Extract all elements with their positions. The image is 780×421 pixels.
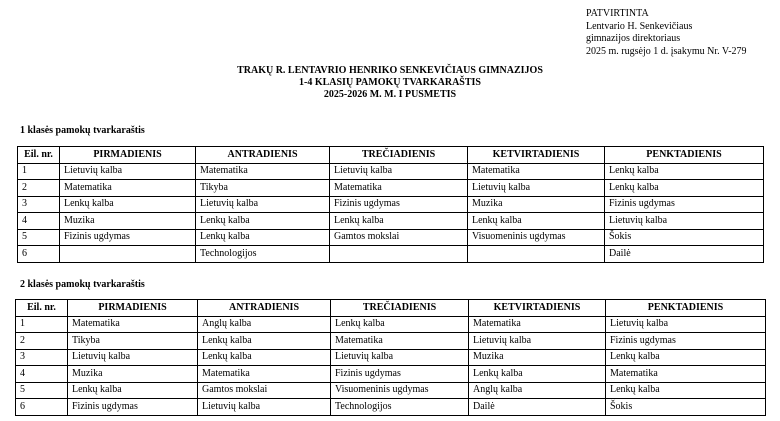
cell-monday: Fizinis ugdymas (60, 229, 196, 246)
column-header-monday: PIRMADIENIS (68, 300, 198, 317)
cell-monday: Muzika (60, 213, 196, 230)
column-header-tuesday: ANTRADIENIS (196, 147, 330, 164)
cell-thursday: Anglų kalba (469, 382, 606, 399)
cell-tuesday: Tikyba (196, 180, 330, 197)
cell-row-number: 2 (18, 180, 60, 197)
approval-line: Lentvario H. Senkevičiaus (586, 20, 693, 32)
section-title-class-1: 1 klasės pamokų tvarkaraštis (20, 125, 145, 136)
cell-friday: Dailė (605, 246, 764, 263)
approval-line: gimnazijos direktoriaus (586, 33, 681, 44)
cell-tuesday: Lenkų kalba (198, 349, 331, 366)
cell-friday: Lenkų kalba (606, 382, 766, 399)
cell-thursday: Matematika (468, 163, 605, 180)
table-row (16, 366, 766, 383)
column-header-row-number: Eil. nr. (18, 147, 60, 164)
cell-wednesday: Technologijos (331, 399, 469, 416)
cell-thursday (468, 246, 605, 263)
cell-monday: Tikyba (68, 333, 198, 350)
cell-friday: Fizinis ugdymas (606, 333, 766, 350)
cell-wednesday: Fizinis ugdymas (330, 196, 468, 213)
cell-tuesday: Matematika (196, 163, 330, 180)
cell-row-number: 3 (18, 196, 60, 213)
cell-wednesday: Fizinis ugdymas (331, 366, 469, 383)
schedule-table-class-1 (17, 146, 764, 263)
document-period: 2025-2026 M. M. I PUSMETIS (323, 89, 457, 100)
cell-thursday: Matematika (469, 316, 606, 333)
cell-friday: Lietuvių kalba (605, 213, 764, 230)
cell-tuesday: Gamtos mokslai (198, 382, 331, 399)
cell-monday (60, 246, 196, 263)
cell-thursday: Muzika (468, 196, 605, 213)
cell-thursday: Dailė (469, 399, 606, 416)
cell-wednesday: Lietuvių kalba (331, 349, 469, 366)
table-row (16, 349, 766, 366)
cell-wednesday: Matematika (331, 333, 469, 350)
cell-friday: Šokis (605, 229, 764, 246)
header-row (18, 147, 764, 164)
column-header-thursday: KETVIRTADIENIS (468, 147, 605, 164)
cell-tuesday: Technologijos (196, 246, 330, 263)
cell-row-number: 4 (18, 213, 60, 230)
cell-thursday: Lenkų kalba (469, 366, 606, 383)
column-header-monday: PIRMADIENIS (60, 147, 196, 164)
cell-row-number: 5 (16, 382, 68, 399)
column-header-tuesday: ANTRADIENIS (198, 300, 331, 317)
cell-tuesday: Lenkų kalba (196, 229, 330, 246)
cell-thursday: Muzika (469, 349, 606, 366)
approval-line: 2025 m. rugsėjo 1 d. įsakymu Nr. V-279 (586, 45, 747, 57)
cell-row-number: 6 (16, 399, 68, 416)
table-row (18, 163, 764, 180)
cell-friday: Šokis (606, 399, 766, 416)
table-row (18, 196, 764, 213)
section-title-class-2: 2 klasės pamokų tvarkaraštis (20, 279, 145, 290)
document-header (0, 65, 780, 101)
cell-monday: Lietuvių kalba (68, 349, 198, 366)
column-header-row-number: Eil. nr. (16, 300, 68, 317)
cell-thursday: Visuomeninis ugdymas (468, 229, 605, 246)
column-header-friday: PENKTADIENIS (606, 300, 766, 317)
cell-friday: Lenkų kalba (606, 349, 766, 366)
cell-wednesday: Visuomeninis ugdymas (331, 382, 469, 399)
header-row (16, 300, 766, 317)
table-row (16, 399, 766, 416)
cell-monday: Lenkų kalba (60, 196, 196, 213)
cell-thursday: Lietuvių kalba (468, 180, 605, 197)
cell-monday: Fizinis ugdymas (68, 399, 198, 416)
cell-tuesday: Anglų kalba (198, 316, 331, 333)
cell-row-number: 2 (16, 333, 68, 350)
cell-monday: Matematika (68, 316, 198, 333)
approval-block (586, 8, 747, 58)
document-title: 1-4 KLASIŲ PAMOKŲ TVARKARAŠTIS (299, 77, 481, 88)
table-row (18, 213, 764, 230)
cell-thursday: Lietuvių kalba (469, 333, 606, 350)
column-header-thursday: KETVIRTADIENIS (469, 300, 606, 317)
cell-row-number: 5 (18, 229, 60, 246)
cell-wednesday: Lenkų kalba (330, 213, 468, 230)
cell-friday: Lenkų kalba (605, 163, 764, 180)
cell-wednesday: Matematika (330, 180, 468, 197)
column-header-wednesday: TREČIADIENIS (330, 147, 468, 164)
column-header-wednesday: TREČIADIENIS (331, 300, 469, 317)
schedule-table-class-2 (15, 299, 766, 416)
cell-tuesday: Lietuvių kalba (198, 399, 331, 416)
cell-tuesday: Lenkų kalba (196, 213, 330, 230)
cell-row-number: 1 (18, 163, 60, 180)
cell-row-number: 3 (16, 349, 68, 366)
school-name: TRAKŲ R. LENTAVRIO HENRIKO SENKEVIČIAUS GIMNAZIJOS (237, 65, 543, 76)
cell-wednesday (330, 246, 468, 263)
table-row (16, 333, 766, 350)
cell-friday: Lietuvių kalba (606, 316, 766, 333)
approval-line: PATVIRTINTA (586, 8, 649, 19)
cell-monday: Lietuvių kalba (60, 163, 196, 180)
cell-thursday: Lenkų kalba (468, 213, 605, 230)
table-row (16, 382, 766, 399)
table-row (18, 180, 764, 197)
cell-tuesday: Matematika (198, 366, 331, 383)
table-row (18, 229, 764, 246)
cell-row-number: 4 (16, 366, 68, 383)
column-header-friday: PENKTADIENIS (605, 147, 764, 164)
cell-wednesday: Lenkų kalba (331, 316, 469, 333)
cell-friday: Matematika (606, 366, 766, 383)
cell-wednesday: Gamtos mokslai (330, 229, 468, 246)
cell-wednesday: Lietuvių kalba (330, 163, 468, 180)
cell-monday: Lenkų kalba (68, 382, 198, 399)
cell-row-number: 6 (18, 246, 60, 263)
cell-tuesday: Lenkų kalba (198, 333, 331, 350)
table-row (18, 246, 764, 263)
cell-monday: Matematika (60, 180, 196, 197)
cell-monday: Muzika (68, 366, 198, 383)
cell-row-number: 1 (16, 316, 68, 333)
cell-friday: Lenkų kalba (605, 180, 764, 197)
cell-tuesday: Lietuvių kalba (196, 196, 330, 213)
table-row (16, 316, 766, 333)
cell-friday: Fizinis ugdymas (605, 196, 764, 213)
